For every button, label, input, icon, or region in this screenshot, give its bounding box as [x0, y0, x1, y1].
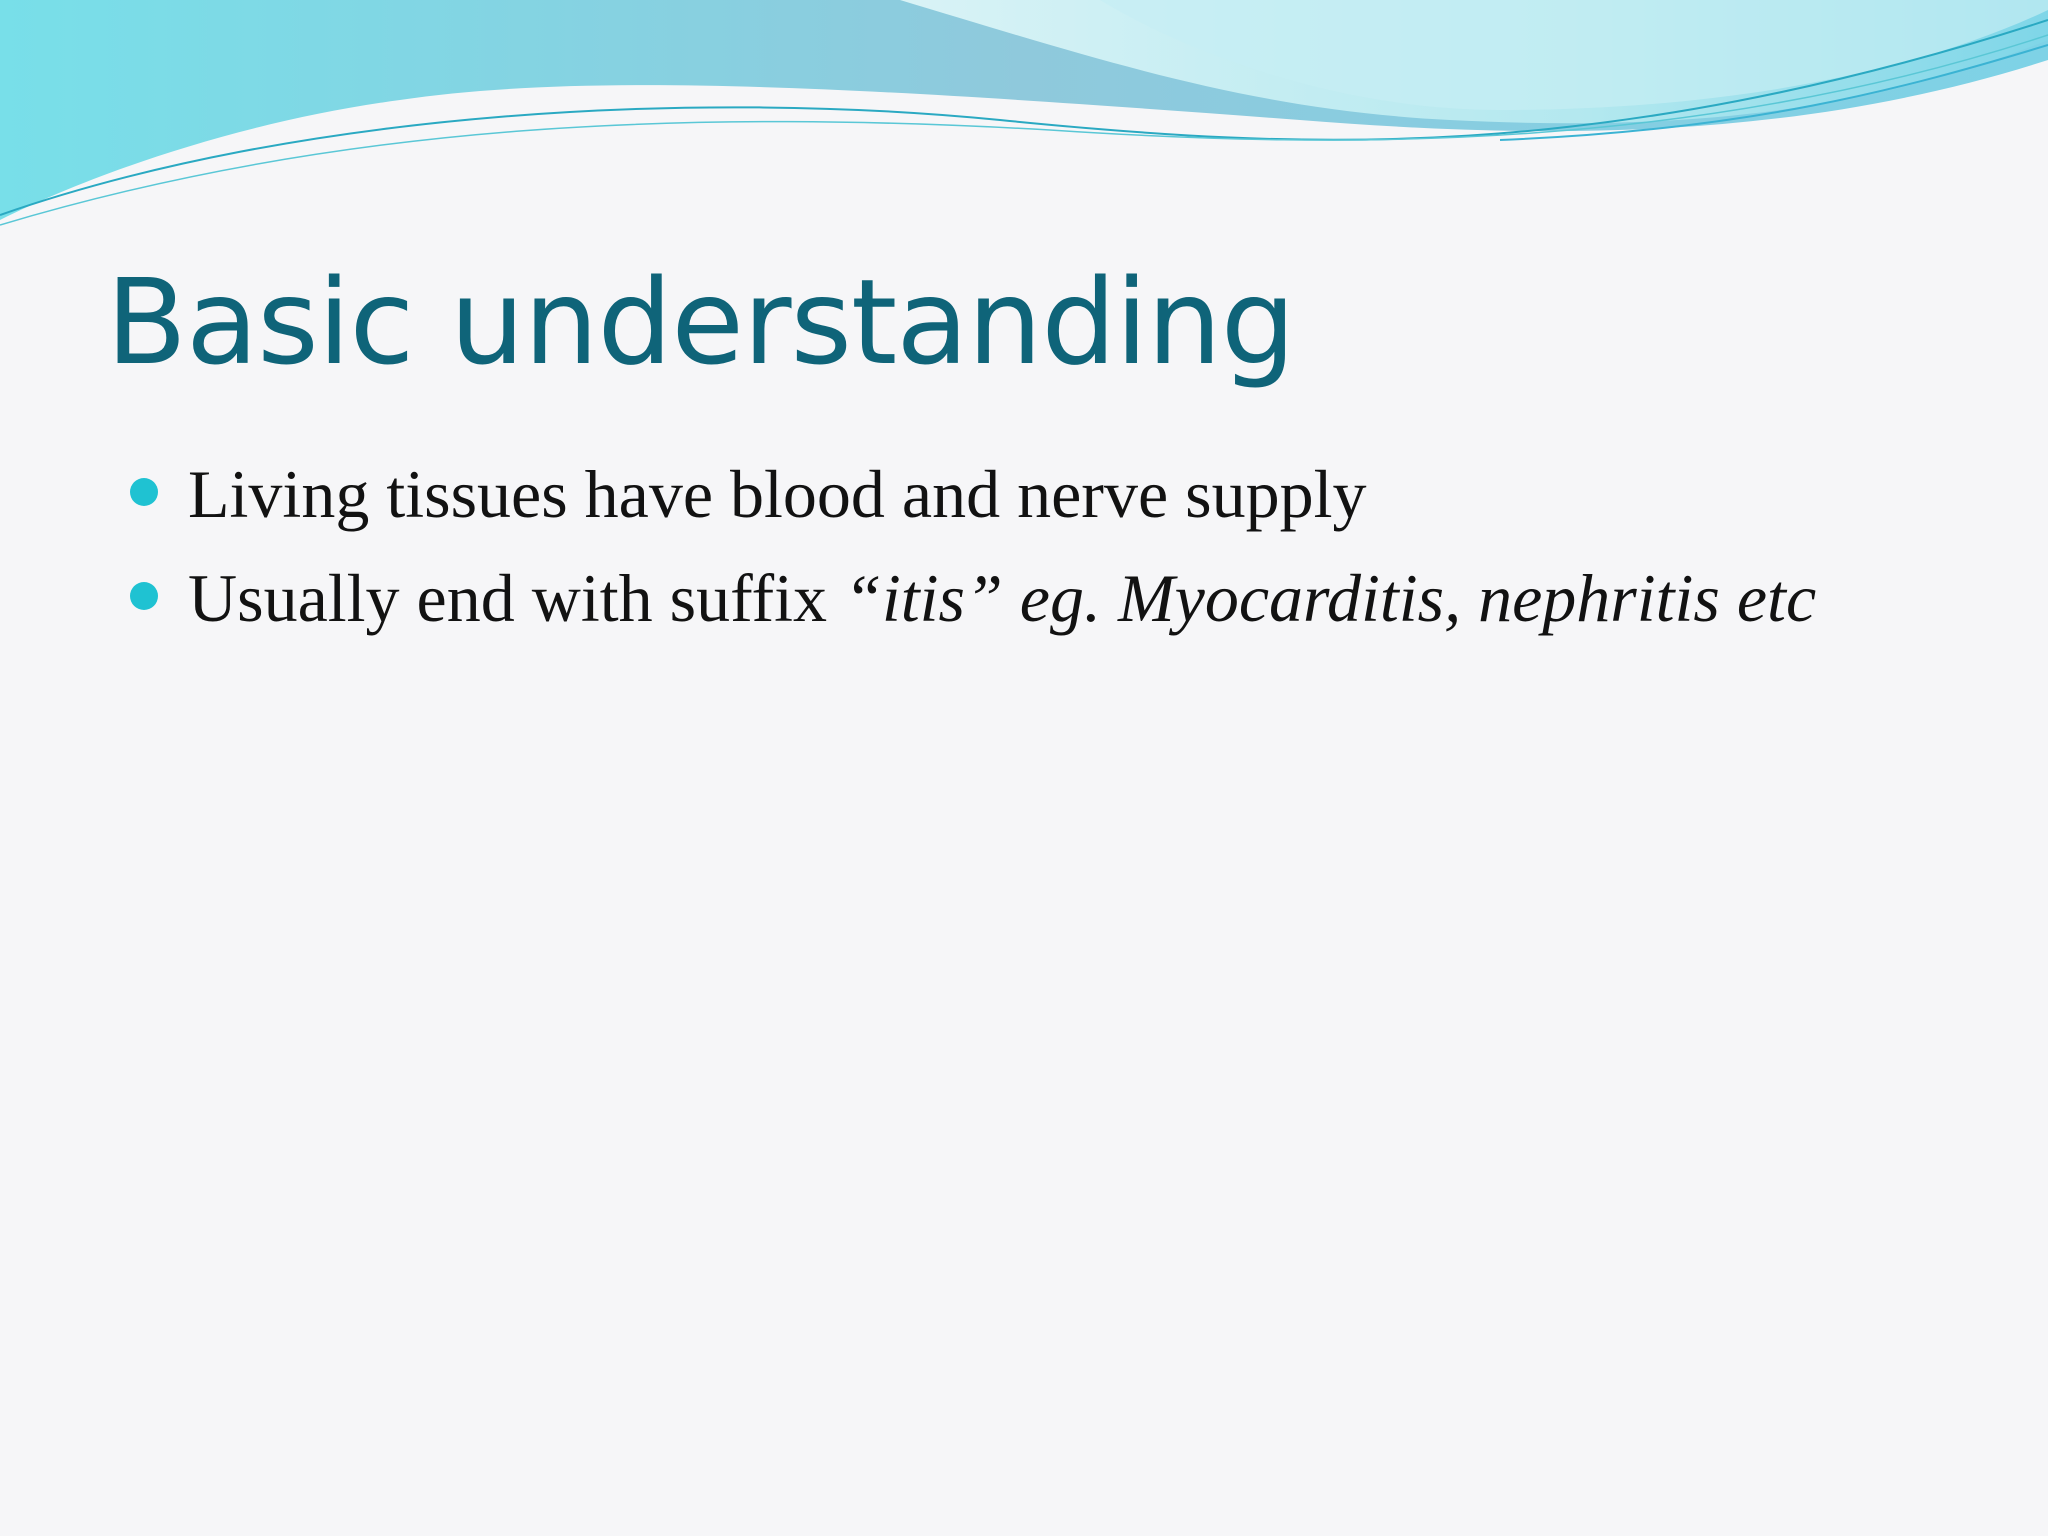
bullet-text: Living tissues have blood and nerve supply — [188, 456, 1367, 532]
bullet-item — [130, 552, 1950, 644]
bullet-list — [130, 448, 1950, 656]
bullet-item — [130, 448, 1950, 540]
bullet-text-plain: Usually end with suffix — [188, 560, 845, 636]
header-wave-decoration — [0, 0, 2048, 240]
bullet-marker-icon — [130, 582, 158, 610]
bullet-text-italic: “itis” eg. Myocarditis, nephritis etc — [844, 560, 1817, 636]
slide-title: Basic understanding — [106, 253, 1295, 391]
bullet-marker-icon — [130, 478, 158, 506]
